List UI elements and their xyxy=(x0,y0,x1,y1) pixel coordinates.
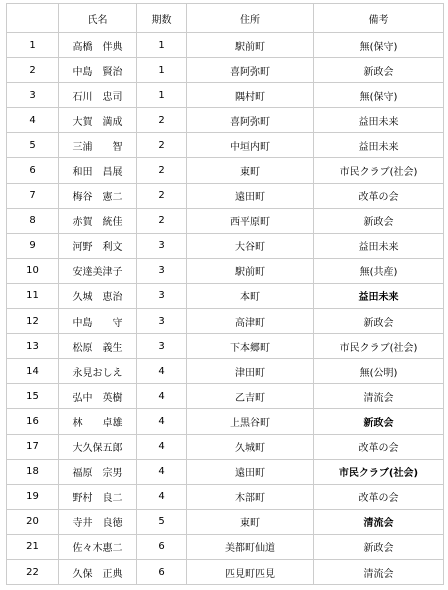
header-address: 住所 xyxy=(187,4,313,32)
row-name: 河野 利文 xyxy=(59,234,136,258)
row-number: 18 xyxy=(7,460,58,484)
row-name: 久城 恵治 xyxy=(59,284,136,308)
row-term: 3 xyxy=(137,234,186,258)
row-term: 6 xyxy=(137,560,186,584)
row-number: 14 xyxy=(7,359,58,383)
table-row xyxy=(7,259,443,283)
row-address: 喜阿弥町 xyxy=(187,108,313,132)
row-note: 改革の会 xyxy=(314,485,443,509)
row-term: 4 xyxy=(137,460,186,484)
row-number: 19 xyxy=(7,485,58,509)
row-note: 無(保守) xyxy=(314,33,443,57)
row-term: 3 xyxy=(137,334,186,358)
row-address: 喜阿弥町 xyxy=(187,58,313,82)
table-row xyxy=(7,309,443,333)
row-name: 大久保五郎 xyxy=(59,435,136,459)
row-note: 改革の会 xyxy=(314,435,443,459)
row-number: 10 xyxy=(7,259,58,283)
row-note: 新政会 xyxy=(314,58,443,82)
table-row xyxy=(7,33,443,57)
table-row xyxy=(7,133,443,157)
row-note: 益田未来 xyxy=(314,234,443,258)
table-row xyxy=(7,108,443,132)
row-note: 市民クラブ(社会) xyxy=(314,460,443,484)
row-note: 清流会 xyxy=(314,510,443,534)
row-name: 中島 守 xyxy=(59,309,136,333)
row-name: 梅谷 憲二 xyxy=(59,184,136,208)
row-address: 駅前町 xyxy=(187,33,313,57)
row-term: 2 xyxy=(137,158,186,182)
row-number: 13 xyxy=(7,334,58,358)
row-name: 石川 忠司 xyxy=(59,83,136,107)
row-address: 東町 xyxy=(187,510,313,534)
row-number: 15 xyxy=(7,384,58,408)
table-header-row xyxy=(7,4,443,32)
row-term: 1 xyxy=(137,83,186,107)
row-term: 6 xyxy=(137,535,186,559)
row-address: 高津町 xyxy=(187,309,313,333)
row-term: 2 xyxy=(137,108,186,132)
header-number xyxy=(7,4,58,32)
row-name: 和田 昌展 xyxy=(59,158,136,182)
row-note: 市民クラブ(社会) xyxy=(314,158,443,182)
row-name: 久保 正典 xyxy=(59,560,136,584)
row-name: 林 卓雄 xyxy=(59,409,136,433)
row-address: 本町 xyxy=(187,284,313,308)
row-number: 20 xyxy=(7,510,58,534)
row-name: 弘中 英樹 xyxy=(59,384,136,408)
row-note: 新政会 xyxy=(314,209,443,233)
row-name: 大賀 満成 xyxy=(59,108,136,132)
row-number: 17 xyxy=(7,435,58,459)
row-number: 22 xyxy=(7,560,58,584)
row-term: 1 xyxy=(137,33,186,57)
row-address: 津田町 xyxy=(187,359,313,383)
row-number: 5 xyxy=(7,133,58,157)
row-address: 大谷町 xyxy=(187,234,313,258)
table-row xyxy=(7,409,443,433)
row-number: 9 xyxy=(7,234,58,258)
table-row xyxy=(7,460,443,484)
row-note: 益田未来 xyxy=(314,133,443,157)
table-row xyxy=(7,58,443,82)
row-term: 2 xyxy=(137,209,186,233)
row-number: 6 xyxy=(7,158,58,182)
table-row xyxy=(7,83,443,107)
row-name: 福原 宗男 xyxy=(59,460,136,484)
row-note: 清流会 xyxy=(314,560,443,584)
row-address: 久城町 xyxy=(187,435,313,459)
row-name: 中島 賢治 xyxy=(59,58,136,82)
row-note: 改革の会 xyxy=(314,184,443,208)
table-row xyxy=(7,560,443,584)
table-row xyxy=(7,535,443,559)
row-name: 松原 義生 xyxy=(59,334,136,358)
table-body xyxy=(7,33,443,584)
row-term: 1 xyxy=(137,58,186,82)
row-term: 3 xyxy=(137,309,186,333)
row-address: 中垣内町 xyxy=(187,133,313,157)
row-address: 匹見町匹見 xyxy=(187,560,313,584)
row-number: 16 xyxy=(7,409,58,433)
table-row xyxy=(7,158,443,182)
row-number: 12 xyxy=(7,309,58,333)
table-row xyxy=(7,359,443,383)
row-number: 2 xyxy=(7,58,58,82)
row-address: 東町 xyxy=(187,158,313,182)
row-note: 市民クラブ(社会) xyxy=(314,334,443,358)
row-address: 隅村町 xyxy=(187,83,313,107)
table-row xyxy=(7,234,443,258)
header-name: 氏名 xyxy=(59,4,136,32)
row-note: 新政会 xyxy=(314,409,443,433)
row-address: 遠田町 xyxy=(187,184,313,208)
row-term: 2 xyxy=(137,184,186,208)
row-address: 駅前町 xyxy=(187,259,313,283)
header-note: 備考 xyxy=(314,4,443,32)
row-term: 2 xyxy=(137,133,186,157)
row-term: 4 xyxy=(137,409,186,433)
row-address: 木部町 xyxy=(187,485,313,509)
row-number: 21 xyxy=(7,535,58,559)
row-address: 美都町仙道 xyxy=(187,535,313,559)
row-number: 8 xyxy=(7,209,58,233)
row-term: 4 xyxy=(137,435,186,459)
table-row xyxy=(7,184,443,208)
row-term: 3 xyxy=(137,259,186,283)
row-note: 益田未来 xyxy=(314,284,443,308)
row-note: 益田未来 xyxy=(314,108,443,132)
table-row xyxy=(7,435,443,459)
row-name: 高橋 伴典 xyxy=(59,33,136,57)
table-row xyxy=(7,384,443,408)
row-name: 野村 良二 xyxy=(59,485,136,509)
row-term: 4 xyxy=(137,384,186,408)
row-note: 無(公明) xyxy=(314,359,443,383)
row-name: 永見おしえ xyxy=(59,359,136,383)
row-note: 無(保守) xyxy=(314,83,443,107)
row-name: 寺井 良徳 xyxy=(59,510,136,534)
header-term: 期数 xyxy=(137,4,186,32)
row-note: 無(共産) xyxy=(314,259,443,283)
table-row xyxy=(7,485,443,509)
row-number: 3 xyxy=(7,83,58,107)
table-row xyxy=(7,209,443,233)
row-note: 新政会 xyxy=(314,309,443,333)
row-name: 佐々木惠二 xyxy=(59,535,136,559)
row-address: 上黒谷町 xyxy=(187,409,313,433)
row-term: 4 xyxy=(137,485,186,509)
councillor-roster-table xyxy=(6,3,444,585)
row-number: 11 xyxy=(7,284,58,308)
row-number: 7 xyxy=(7,184,58,208)
row-number: 4 xyxy=(7,108,58,132)
row-address: 西平原町 xyxy=(187,209,313,233)
row-number: 1 xyxy=(7,33,58,57)
row-address: 乙吉町 xyxy=(187,384,313,408)
row-note: 新政会 xyxy=(314,535,443,559)
row-address: 遠田町 xyxy=(187,460,313,484)
row-address: 下本郷町 xyxy=(187,334,313,358)
row-name: 安達美津子 xyxy=(59,259,136,283)
row-name: 三浦 智 xyxy=(59,133,136,157)
row-term: 3 xyxy=(137,284,186,308)
row-term: 5 xyxy=(137,510,186,534)
row-note: 清流会 xyxy=(314,384,443,408)
table-row xyxy=(7,510,443,534)
row-name: 赤賀 統佳 xyxy=(59,209,136,233)
table-row xyxy=(7,284,443,308)
row-term: 4 xyxy=(137,359,186,383)
table-row xyxy=(7,334,443,358)
